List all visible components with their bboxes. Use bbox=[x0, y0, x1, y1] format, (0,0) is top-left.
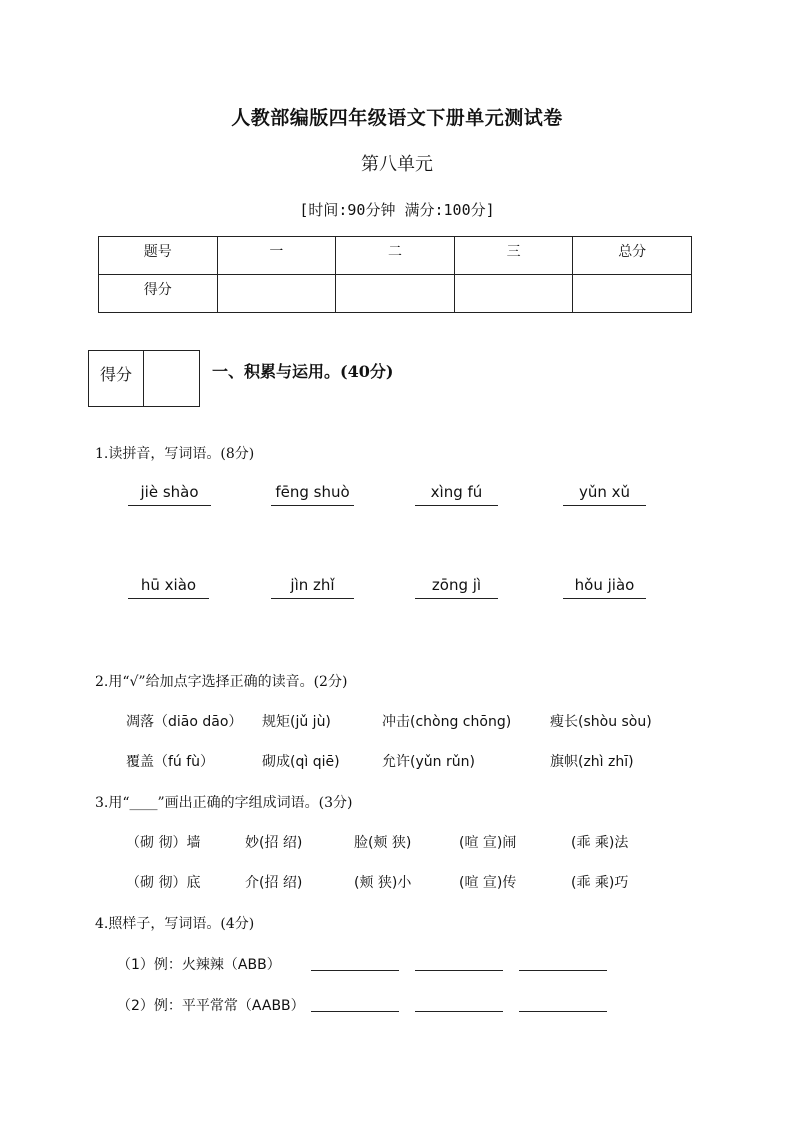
reading-choice[interactable]: 覆盖（fú fù） bbox=[126, 754, 215, 770]
answer-blank[interactable] bbox=[311, 1010, 399, 1012]
question-4-prompt: 4.照样子，写词语。(4分) bbox=[95, 916, 255, 932]
score-table-header-cell: 总分 bbox=[573, 237, 692, 275]
word-choice[interactable]: 介(招 绍) bbox=[245, 875, 303, 891]
word-choice[interactable]: (喧 宣)闹 bbox=[459, 835, 517, 851]
pinyin-blank[interactable]: jiè shào bbox=[128, 483, 211, 506]
example-aabb: （2）例：平平常常（AABB） bbox=[117, 998, 305, 1014]
pinyin-blank[interactable]: yǔn xǔ bbox=[563, 483, 646, 506]
score-cell[interactable] bbox=[454, 275, 573, 313]
word-choice[interactable]: (乖 乘)巧 bbox=[571, 875, 629, 891]
question-3-prompt: 3.用“____”画出正确的字组成词语。(3分) bbox=[95, 795, 353, 811]
answer-blank[interactable] bbox=[311, 969, 399, 971]
word-choice[interactable]: （砌 彻）墙 bbox=[126, 835, 201, 851]
reading-choice[interactable]: 凋落（diāo dāo） bbox=[126, 714, 243, 730]
score-table-row-label: 得分 bbox=[99, 275, 218, 313]
question-1-prompt: 1.读拼音，写词语。(8分) bbox=[95, 446, 255, 462]
score-table-header-cell: 一 bbox=[217, 237, 336, 275]
question-2-prompt: 2.用“√”给加点字选择正确的读音。(2分) bbox=[95, 674, 348, 690]
score-table-header-row bbox=[99, 237, 692, 275]
reading-choice[interactable]: 砌成(qì qiē) bbox=[262, 754, 340, 770]
score-table-header-cell: 题号 bbox=[99, 237, 218, 275]
score-table-score-row bbox=[99, 275, 692, 313]
word-choice[interactable]: (颊 狭)小 bbox=[354, 875, 412, 891]
section-title: 一、积累与运用。(40分) bbox=[212, 362, 394, 381]
answer-blank[interactable] bbox=[519, 1010, 607, 1012]
word-choice[interactable]: 妙(招 绍) bbox=[245, 835, 303, 851]
example-abb: （1）例：火辣辣（ABB） bbox=[117, 957, 281, 973]
pinyin-blank[interactable]: fēng shuò bbox=[271, 483, 354, 506]
reading-choice[interactable]: 允许(yǔn rǔn) bbox=[382, 754, 475, 770]
pinyin-blank[interactable]: jìn zhǐ bbox=[271, 576, 354, 599]
pinyin-blank[interactable]: hū xiào bbox=[128, 576, 209, 599]
section-score-label: 得分 bbox=[89, 351, 144, 406]
answer-blank[interactable] bbox=[415, 969, 503, 971]
word-choice[interactable]: (喧 宣)传 bbox=[459, 875, 517, 891]
score-table-header-cell: 三 bbox=[454, 237, 573, 275]
word-choice[interactable]: （砌 彻）底 bbox=[126, 875, 201, 891]
page-title: 人教部编版四年级语文下册单元测试卷 bbox=[231, 107, 563, 129]
pinyin-blank[interactable]: hǒu jiào bbox=[563, 576, 646, 599]
answer-blank[interactable] bbox=[415, 1010, 503, 1012]
time-info: [时间:90分钟 满分:100分] bbox=[299, 201, 495, 219]
reading-choice[interactable]: 旗帜(zhì zhī) bbox=[550, 754, 634, 770]
reading-choice[interactable]: 瘦长(shòu sòu) bbox=[550, 714, 652, 730]
reading-choice[interactable]: 冲击(chòng chōng) bbox=[382, 714, 512, 730]
score-cell[interactable] bbox=[217, 275, 336, 313]
unit-subtitle: 第八单元 bbox=[361, 154, 433, 175]
score-table bbox=[98, 236, 692, 313]
pinyin-blank[interactable]: zōng jì bbox=[415, 576, 498, 599]
score-cell[interactable] bbox=[336, 275, 455, 313]
answer-blank[interactable] bbox=[519, 969, 607, 971]
reading-choice[interactable]: 规矩(jǔ jù) bbox=[262, 714, 331, 730]
section-score-cell[interactable] bbox=[145, 351, 199, 406]
score-table-header-cell: 二 bbox=[336, 237, 455, 275]
pinyin-blank[interactable]: xìng fú bbox=[415, 483, 498, 506]
section-score-box bbox=[88, 350, 200, 407]
word-choice[interactable]: (乖 乘)法 bbox=[571, 835, 629, 851]
word-choice[interactable]: 脸(颊 狭) bbox=[354, 835, 412, 851]
score-cell[interactable] bbox=[573, 275, 692, 313]
